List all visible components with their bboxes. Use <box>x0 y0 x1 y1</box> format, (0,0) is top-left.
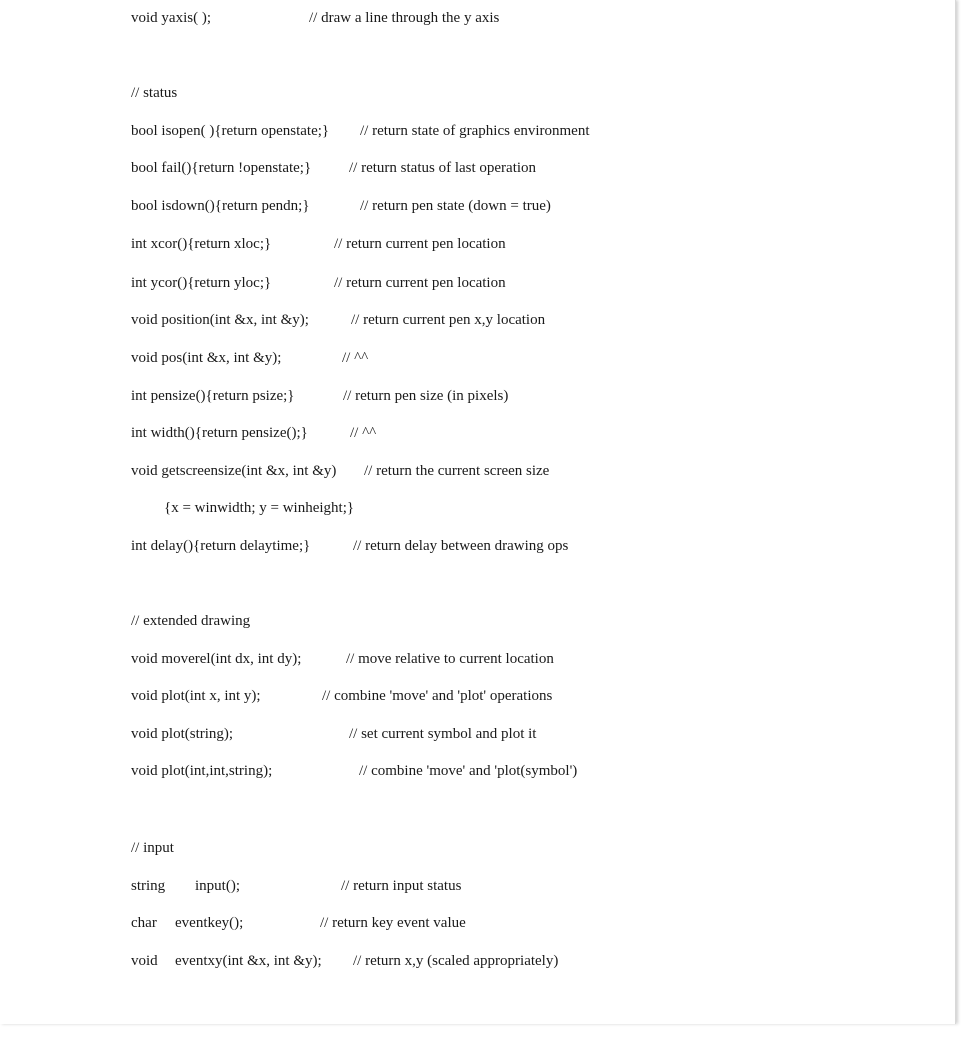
code-text: {x = winwidth; y = winheight;} <box>164 500 355 516</box>
code-comment: // return key event value <box>320 915 466 931</box>
code-text: void position(int &x, int &y); <box>131 312 309 328</box>
code-line <box>0 912 466 934</box>
code-type: void <box>131 953 158 969</box>
code-comment: // return current pen x,y location <box>351 312 546 328</box>
code-comment: // return status of last operation <box>349 160 537 176</box>
code-line <box>0 347 369 369</box>
code-type: char <box>131 915 157 931</box>
code-comment: // return current pen location <box>334 275 506 291</box>
code-comment: // set current symbol and plot it <box>349 726 537 742</box>
code-comment: // return pen state (down = true) <box>360 198 551 214</box>
code-comment: // ^^ <box>350 425 377 441</box>
code-line <box>0 272 506 294</box>
code-line <box>0 875 462 897</box>
code-line <box>0 685 553 707</box>
code-text: void yaxis( ); <box>131 10 211 26</box>
code-text: void moverel(int dx, int dy); <box>131 651 302 667</box>
section-heading: // input <box>131 840 174 856</box>
code-comment: // return x,y (scaled appropriately) <box>353 953 559 969</box>
code-comment: // return delay between drawing ops <box>353 538 569 554</box>
code-comment: // return input status <box>341 878 462 894</box>
code-text: eventkey(); <box>175 915 244 931</box>
code-text: void plot(int,int,string); <box>131 763 273 779</box>
code-line <box>0 120 590 142</box>
code-comment: // move relative to current location <box>346 651 554 667</box>
code-text: int xcor(){return xloc;} <box>131 236 272 252</box>
code-text: void plot(int x, int y); <box>131 688 261 704</box>
code-type: string <box>131 878 166 894</box>
code-text: int delay(){return delaytime;} <box>131 538 311 554</box>
code-text: int ycor(){return yloc;} <box>131 275 272 291</box>
code-text: input(); <box>195 878 240 894</box>
code-text: eventxy(int &x, int &y); <box>175 953 322 969</box>
code-text: bool isopen( ){return openstate;} <box>131 123 330 139</box>
code-line <box>0 760 578 782</box>
section-heading-input <box>0 837 174 859</box>
code-text: bool fail(){return !openstate;} <box>131 160 312 176</box>
code-line <box>0 233 506 255</box>
code-line <box>0 950 559 972</box>
code-comment: // combine 'move' and 'plot' operations <box>322 688 553 704</box>
code-comment: // return pen size (in pixels) <box>343 388 509 404</box>
code-comment: // return state of graphics environment <box>360 123 590 139</box>
code-line <box>0 309 546 331</box>
code-text: int pensize(){return psize;} <box>131 388 295 404</box>
section-heading: // status <box>131 85 178 101</box>
code-text: void getscreensize(int &x, int &y) <box>131 463 337 479</box>
code-line <box>0 648 554 670</box>
code-line <box>0 460 550 482</box>
code-comment: // draw a line through the y axis <box>309 10 500 26</box>
code-line <box>0 723 537 745</box>
code-line <box>0 535 569 557</box>
section-heading-extended-drawing <box>0 610 251 632</box>
code-text: int width(){return pensize();} <box>131 425 308 441</box>
code-text: void plot(string); <box>131 726 234 742</box>
code-comment: // combine 'move' and 'plot(symbol') <box>359 763 578 779</box>
code-line <box>0 7 500 29</box>
code-line-indented <box>0 497 355 519</box>
code-line <box>0 385 509 407</box>
code-comment: // return the current screen size <box>364 463 550 479</box>
code-comment: // return current pen location <box>334 236 506 252</box>
code-line <box>0 195 551 217</box>
code-line <box>0 157 537 179</box>
code-text: bool isdown(){return pendn;} <box>131 198 310 214</box>
code-line <box>0 422 377 444</box>
code-text: void pos(int &x, int &y); <box>131 350 282 366</box>
code-comment: // ^^ <box>342 350 369 366</box>
section-heading: // extended drawing <box>131 613 251 629</box>
section-heading-status <box>0 82 178 104</box>
